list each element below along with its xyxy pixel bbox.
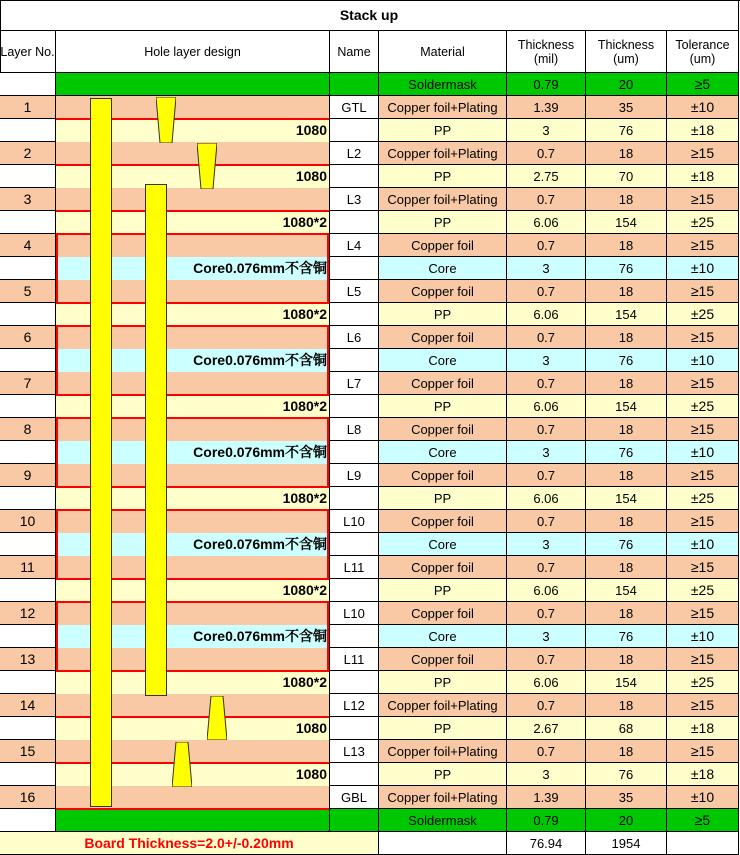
material-cell: Copper foil+Plating: [379, 740, 507, 763]
core-label: Core0.076mm不含铜: [193, 536, 327, 552]
mil-cell: 6.06: [507, 671, 586, 694]
name-cell: [330, 395, 379, 418]
tol-cell: ≥15: [667, 188, 739, 211]
um-cell: 18: [586, 188, 667, 211]
um-cell: 18: [586, 142, 667, 165]
tol-cell: ≥15: [667, 280, 739, 303]
mil-cell: 0.7: [507, 234, 586, 257]
mil-cell: 6.06: [507, 211, 586, 234]
name-cell: L10: [330, 602, 379, 625]
name-cell: L7: [330, 372, 379, 395]
layer-cell: [0, 579, 56, 602]
um-cell: 154: [586, 579, 667, 602]
material-cell: Core: [379, 349, 507, 372]
material-cell: Copper foil+Plating: [379, 142, 507, 165]
board-thickness: Board Thickness=2.0+/-0.20mm: [0, 832, 379, 855]
header-thick-mil: Thickness (mil): [507, 31, 586, 73]
name-cell: GTL: [330, 96, 379, 119]
mil-cell: 3: [507, 349, 586, 372]
name-cell: [330, 257, 379, 280]
material-cell: Copper foil: [379, 234, 507, 257]
layer-cell: 7: [0, 372, 56, 395]
um-cell: 76: [586, 763, 667, 786]
blind-via-top-2: [197, 143, 217, 189]
layer-cell: 10: [0, 510, 56, 533]
name-cell: [330, 487, 379, 510]
um-cell: 18: [586, 418, 667, 441]
layer-cell: [0, 809, 56, 832]
layer-cell: [0, 395, 56, 418]
material-cell: PP: [379, 717, 507, 740]
um-cell: 18: [586, 280, 667, 303]
name-cell: [330, 119, 379, 142]
mil-cell: 3: [507, 257, 586, 280]
layer-cell: 2: [0, 142, 56, 165]
um-cell: 18: [586, 326, 667, 349]
um-cell: 76: [586, 441, 667, 464]
through-via: [90, 98, 112, 807]
mil-cell: 0.7: [507, 464, 586, 487]
um-cell: 70: [586, 165, 667, 188]
layer-cell: [0, 671, 56, 694]
layer-cell: 3: [0, 188, 56, 211]
name-cell: L11: [330, 648, 379, 671]
core-label: Core0.076mm不含铜: [193, 444, 327, 460]
tol-cell: ≥15: [667, 326, 739, 349]
tol-cell: ≥15: [667, 648, 739, 671]
layer-cell: [0, 257, 56, 280]
material-cell: Copper foil: [379, 464, 507, 487]
mil-cell: 2.75: [507, 165, 586, 188]
um-cell: 154: [586, 395, 667, 418]
layer-cell: [0, 211, 56, 234]
tol-cell: ±18: [667, 119, 739, 142]
material-cell: Copper foil: [379, 510, 507, 533]
mil-cell: 6.06: [507, 395, 586, 418]
um-cell: 76: [586, 533, 667, 556]
mil-cell: 0.7: [507, 740, 586, 763]
layer-cell: [0, 763, 56, 786]
layer-cell: 13: [0, 648, 56, 671]
mil-cell: 3: [507, 533, 586, 556]
mil-cell: 0.79: [507, 73, 586, 96]
name-cell: [330, 809, 379, 832]
layer-cell: 8: [0, 418, 56, 441]
pp-label: 1080: [295, 766, 327, 782]
material-cell: Copper foil+Plating: [379, 694, 507, 717]
um-cell: 35: [586, 96, 667, 119]
tol-cell: ≥15: [667, 556, 739, 579]
header-thick-um: Thickness (um): [586, 31, 667, 73]
layer-cell: 11: [0, 556, 56, 579]
total-um: 1954: [586, 832, 667, 855]
material-cell: Copper foil: [379, 648, 507, 671]
name-cell: [330, 763, 379, 786]
name-cell: L9: [330, 464, 379, 487]
footer-blank: [379, 832, 507, 855]
mil-cell: 2.67: [507, 717, 586, 740]
pp-label: 1080: [295, 122, 327, 138]
um-cell: 20: [586, 73, 667, 96]
material-cell: Copper foil: [379, 602, 507, 625]
layer-cell: [0, 533, 56, 556]
name-cell: [330, 533, 379, 556]
tol-cell: ±18: [667, 165, 739, 188]
name-cell: [330, 303, 379, 326]
name-cell: [330, 211, 379, 234]
layer-cell: 4: [0, 234, 56, 257]
total-mil: 76.94: [507, 832, 586, 855]
layer-cell: 14: [0, 694, 56, 717]
name-cell: [330, 625, 379, 648]
name-cell: L6: [330, 326, 379, 349]
mil-cell: 0.7: [507, 694, 586, 717]
material-cell: PP: [379, 303, 507, 326]
tol-cell: ±10: [667, 96, 739, 119]
name-cell: [330, 165, 379, 188]
material-cell: PP: [379, 487, 507, 510]
mil-cell: 1.39: [507, 96, 586, 119]
name-cell: L4: [330, 234, 379, 257]
material-cell: Copper foil+Plating: [379, 96, 507, 119]
tol-cell: ≥15: [667, 418, 739, 441]
mil-cell: 0.7: [507, 556, 586, 579]
name-cell: L8: [330, 418, 379, 441]
um-cell: 18: [586, 464, 667, 487]
pp-label: 1080: [295, 720, 327, 736]
material-cell: Copper foil: [379, 326, 507, 349]
material-cell: PP: [379, 395, 507, 418]
tol-cell: ±10: [667, 533, 739, 556]
mil-cell: 3: [507, 763, 586, 786]
pp-label: 1080*2: [282, 674, 327, 690]
blind-via-top-1: [156, 97, 176, 143]
tol-cell: ≥15: [667, 372, 739, 395]
material-cell: Core: [379, 625, 507, 648]
pp-label: 1080*2: [282, 306, 327, 322]
material-cell: Copper foil: [379, 556, 507, 579]
um-cell: 18: [586, 556, 667, 579]
um-cell: 68: [586, 717, 667, 740]
um-cell: 154: [586, 303, 667, 326]
tol-cell: ±25: [667, 579, 739, 602]
tol-cell: ≥5: [667, 73, 739, 96]
um-cell: 154: [586, 211, 667, 234]
tol-cell: ±25: [667, 395, 739, 418]
mil-cell: 0.7: [507, 648, 586, 671]
mil-cell: 3: [507, 119, 586, 142]
mil-cell: 0.7: [507, 418, 586, 441]
material-cell: PP: [379, 119, 507, 142]
um-cell: 76: [586, 119, 667, 142]
tol-cell: ≥15: [667, 510, 739, 533]
mil-cell: 3: [507, 625, 586, 648]
blind-via-bottom-2: [207, 696, 227, 740]
name-cell: [330, 73, 379, 96]
layer-cell: [0, 487, 56, 510]
tol-cell: ±10: [667, 441, 739, 464]
um-cell: 76: [586, 257, 667, 280]
material-cell: PP: [379, 211, 507, 234]
name-cell: [330, 579, 379, 602]
pp-label: 1080*2: [282, 214, 327, 230]
header-material: Material: [379, 31, 507, 73]
core-label: Core0.076mm不含铜: [193, 628, 327, 644]
layer-cell: 1: [0, 96, 56, 119]
um-cell: 35: [586, 786, 667, 809]
material-cell: Copper foil: [379, 372, 507, 395]
name-cell: [330, 441, 379, 464]
layer-cell: [0, 119, 56, 142]
name-cell: L12: [330, 694, 379, 717]
name-cell: [330, 349, 379, 372]
layer-cell: [0, 441, 56, 464]
mil-cell: 6.06: [507, 487, 586, 510]
header-name: Name: [330, 31, 379, 73]
um-cell: 18: [586, 234, 667, 257]
um-cell: 154: [586, 671, 667, 694]
um-cell: 76: [586, 349, 667, 372]
name-cell: [330, 671, 379, 694]
name-cell: L3: [330, 188, 379, 211]
material-cell: PP: [379, 165, 507, 188]
um-cell: 18: [586, 372, 667, 395]
core-label: Core0.076mm不含铜: [193, 352, 327, 368]
tol-cell: ±10: [667, 786, 739, 809]
pp-label: 1080*2: [282, 582, 327, 598]
tol-cell: ±10: [667, 625, 739, 648]
core-label: Core0.076mm不含铜: [193, 260, 327, 276]
pp-label: 1080*2: [282, 398, 327, 414]
tol-cell: ±25: [667, 211, 739, 234]
um-cell: 18: [586, 602, 667, 625]
layer-cell: 6: [0, 326, 56, 349]
name-cell: L2: [330, 142, 379, 165]
um-cell: 154: [586, 487, 667, 510]
mil-cell: 3: [507, 441, 586, 464]
mil-cell: 0.7: [507, 372, 586, 395]
um-cell: 18: [586, 740, 667, 763]
hole-cell: [56, 73, 330, 96]
mil-cell: 0.79: [507, 809, 586, 832]
um-cell: 18: [586, 510, 667, 533]
tol-cell: ≥15: [667, 694, 739, 717]
header-tolerance: Tolerance (um): [667, 31, 739, 73]
mil-cell: 6.06: [507, 579, 586, 602]
um-cell: 20: [586, 809, 667, 832]
tol-cell: ≥15: [667, 602, 739, 625]
mil-cell: 1.39: [507, 786, 586, 809]
material-cell: Copper foil: [379, 418, 507, 441]
buried-via: [145, 184, 167, 696]
tol-cell: ±10: [667, 349, 739, 372]
material-cell: Core: [379, 257, 507, 280]
layer-cell: 12: [0, 602, 56, 625]
blind-via-bottom-1: [172, 742, 192, 787]
tol-cell: ≥15: [667, 142, 739, 165]
um-cell: 18: [586, 694, 667, 717]
material-cell: Copper foil+Plating: [379, 188, 507, 211]
pp-label: 1080: [295, 168, 327, 184]
tol-cell: ±10: [667, 257, 739, 280]
pp-label: 1080*2: [282, 490, 327, 506]
hole-cell: [56, 809, 330, 832]
tol-cell: ≥5: [667, 809, 739, 832]
mil-cell: 0.7: [507, 142, 586, 165]
material-cell: Soldermask: [379, 809, 507, 832]
layer-cell: 16: [0, 786, 56, 809]
mil-cell: 0.7: [507, 326, 586, 349]
material-cell: Copper foil+Plating: [379, 786, 507, 809]
tol-cell: ≥15: [667, 740, 739, 763]
layer-cell: [0, 717, 56, 740]
layer-cell: [0, 349, 56, 372]
material-cell: PP: [379, 763, 507, 786]
um-cell: 76: [586, 625, 667, 648]
material-cell: Core: [379, 533, 507, 556]
material-cell: Core: [379, 441, 507, 464]
header-hole: Hole layer design: [56, 31, 330, 73]
layer-cell: [0, 165, 56, 188]
name-cell: GBL: [330, 786, 379, 809]
tol-cell: ±18: [667, 763, 739, 786]
mil-cell: 0.7: [507, 602, 586, 625]
material-cell: PP: [379, 671, 507, 694]
footer-blank-2: [667, 832, 739, 855]
layer-cell: 15: [0, 740, 56, 763]
tol-cell: ±25: [667, 487, 739, 510]
name-cell: [330, 717, 379, 740]
mil-cell: 0.7: [507, 510, 586, 533]
mil-cell: 0.7: [507, 280, 586, 303]
layer-cell: [0, 625, 56, 648]
table-title: Stack up: [0, 0, 739, 31]
name-cell: L13: [330, 740, 379, 763]
mil-cell: 6.06: [507, 303, 586, 326]
name-cell: L5: [330, 280, 379, 303]
tol-cell: ≥15: [667, 234, 739, 257]
tol-cell: ±18: [667, 717, 739, 740]
material-cell: Copper foil: [379, 280, 507, 303]
mil-cell: 0.7: [507, 188, 586, 211]
tol-cell: ≥15: [667, 464, 739, 487]
layer-cell: 5: [0, 280, 56, 303]
tol-cell: ±25: [667, 303, 739, 326]
layer-cell: [0, 73, 56, 96]
name-cell: L10: [330, 510, 379, 533]
name-cell: L11: [330, 556, 379, 579]
material-cell: PP: [379, 579, 507, 602]
layer-cell: 9: [0, 464, 56, 487]
layer-cell: [0, 303, 56, 326]
header-layer-no: Layer No.: [0, 31, 56, 73]
material-cell: Soldermask: [379, 73, 507, 96]
tol-cell: ±25: [667, 671, 739, 694]
um-cell: 18: [586, 648, 667, 671]
